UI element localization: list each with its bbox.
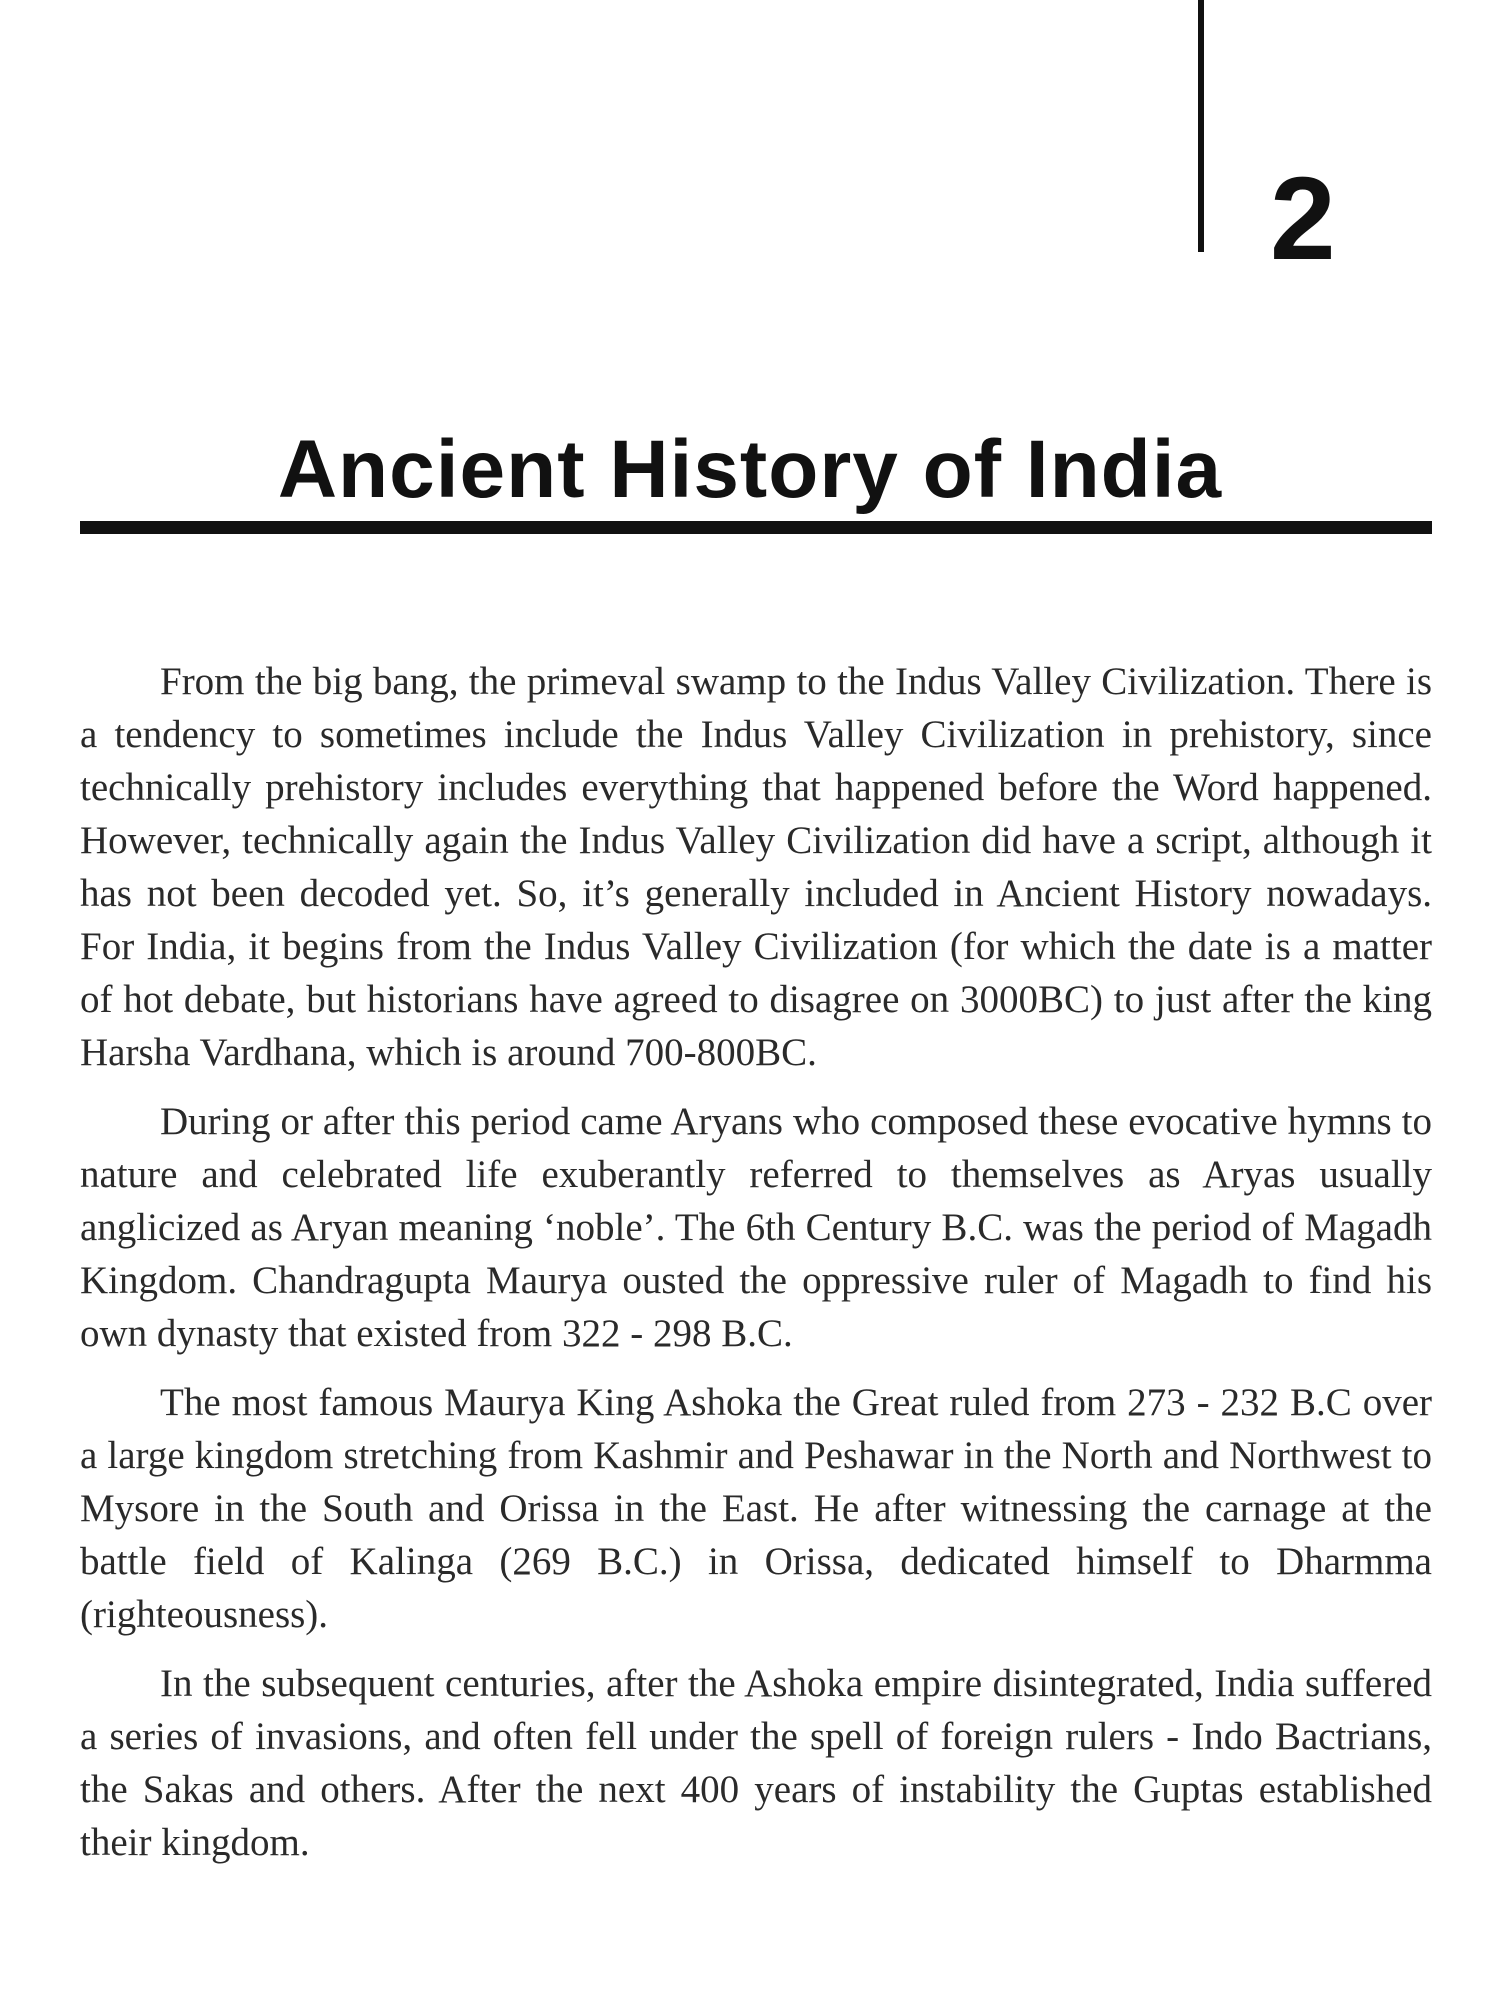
chapter-number: 2 bbox=[1270, 153, 1336, 285]
paragraph-2: During or after this period came Aryans who composed these evocative hymns to nature and celebrated life exuberantly referred to themselves as Aryas usually anglicized as Aryan meaning ‘noble’. The 6th Century B.C. was the period of Magadh Kingdom. Chandragupta Maurya ousted the oppressive ruler of Magadh to find his own dynasty that existed from 322 - 298 B.C. bbox=[80, 1100, 1432, 1355]
chapter-body bbox=[80, 655, 1432, 1885]
paragraph-4: In the subsequent centuries, after the Ashoka empire disintegrated, India suffered a series of invasions, and often fell under the spell of foreign rulers - Indo Bactrians, the Sakas and others. After the next 400 years of instability the Guptas established their kingdom. bbox=[80, 1662, 1432, 1864]
paragraph-1: From the big bang, the primeval swamp to the Indus Valley Civilization. There is a tendency to sometimes include the Indus Valley Civilization in prehistory, since technically prehistory includes everything that happened before the Word happened. However, technically again the Indus Valley Civilization did have a script, although it has not been decoded yet. So, it’s generally included in Ancient History nowadays. For India, it begins from the Indus Valley Civilization (for which the date is a matter of hot debate, but historians have agreed to disagree on 3000BC) to just after the king Harsha Vardhana, which is around 700-800BC. bbox=[80, 660, 1432, 1074]
chapter-title: Ancient History of India bbox=[277, 424, 1223, 515]
paragraph-3: The most famous Maurya King Ashoka the Great ruled from 273 - 232 B.C over a large kingdom stretching from Kashmir and Peshawar in the North and Northwest to Mysore in the South and Orissa in the East. He after witnessing the carnage at the battle field of Kalinga (269 B.C.) in Orissa, dedicated himself to Dharmma (righteousness). bbox=[80, 1381, 1432, 1636]
title-underline-rule bbox=[80, 521, 1432, 534]
chapter-divider-line bbox=[1198, 0, 1204, 252]
